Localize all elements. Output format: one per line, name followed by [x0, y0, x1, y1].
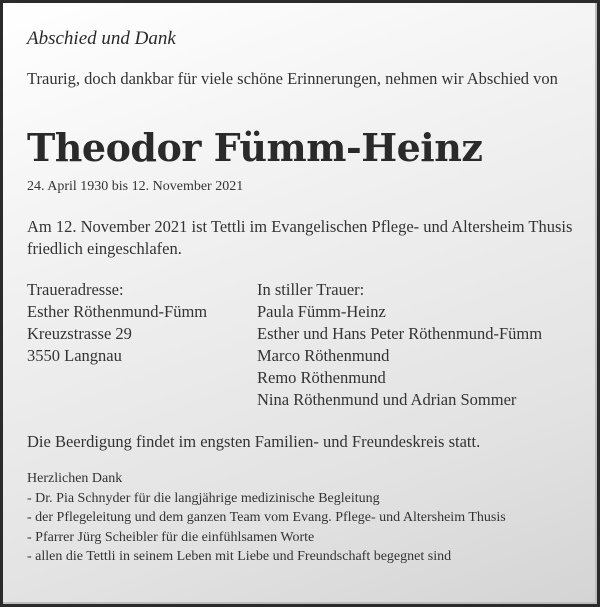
death-notice: Am 12. November 2021 ist Tettli im Evangelischen Pflege- und Altersheim Thusis friedlich eingeschlafen. — [27, 217, 573, 258]
thanks-section — [27, 469, 506, 567]
mourner-line: Remo Röthenmund — [257, 368, 386, 387]
thanks-item: - der Pflegeleitung und dem ganzen Team vom Evang. Pflege- und Altersheim Thusis — [27, 510, 506, 525]
mourners-label: In stiller Trauer: — [257, 280, 365, 299]
thanks-title: Herzlichen Dank — [27, 471, 123, 486]
life-dates: 24. April 1930 bis 12. November 2021 — [27, 179, 244, 194]
address-line: 3550 Langnau — [27, 346, 122, 365]
burial-notice: Die Beerdigung findet im engsten Familien- und Freundeskreis statt. — [27, 432, 481, 451]
mourner-line: Paula Fümm-Heinz — [257, 302, 386, 321]
mourner-line: Marco Röthenmund — [257, 346, 390, 365]
address-line: Kreuzstrasse 29 — [27, 324, 132, 343]
address-line: Esther Röthenmund-Fümm — [27, 302, 208, 321]
mourners-list — [257, 279, 542, 411]
thanks-item: - Pfarrer Jürg Scheibler für die einfühlsamen Worte — [27, 529, 315, 545]
mourner-line: Nina Röthenmund und Adrian Sommer — [257, 390, 517, 409]
thanks-item: - allen die Tettli in seinem Leben mit Liebe und Freundschaft begegnet sind — [27, 549, 452, 564]
mourning-address — [27, 279, 207, 367]
deceased-name: Theodor Fümm-Heinz — [27, 125, 483, 170]
mourner-line: Esther und Hans Peter Röthenmund-Fümm — [257, 324, 543, 343]
thanks-item: - Dr. Pia Schnyder für die langjährige medizinische Begleitung — [27, 490, 380, 506]
intro-text: Traurig, doch dankbar für viele schöne Erinnerungen, nehmen wir Abschied von — [27, 69, 558, 88]
notice-heading: Abschied und Dank — [27, 28, 176, 49]
obituary-card — [3, 3, 597, 604]
mourning-address-label: Traueradresse: — [27, 280, 124, 299]
